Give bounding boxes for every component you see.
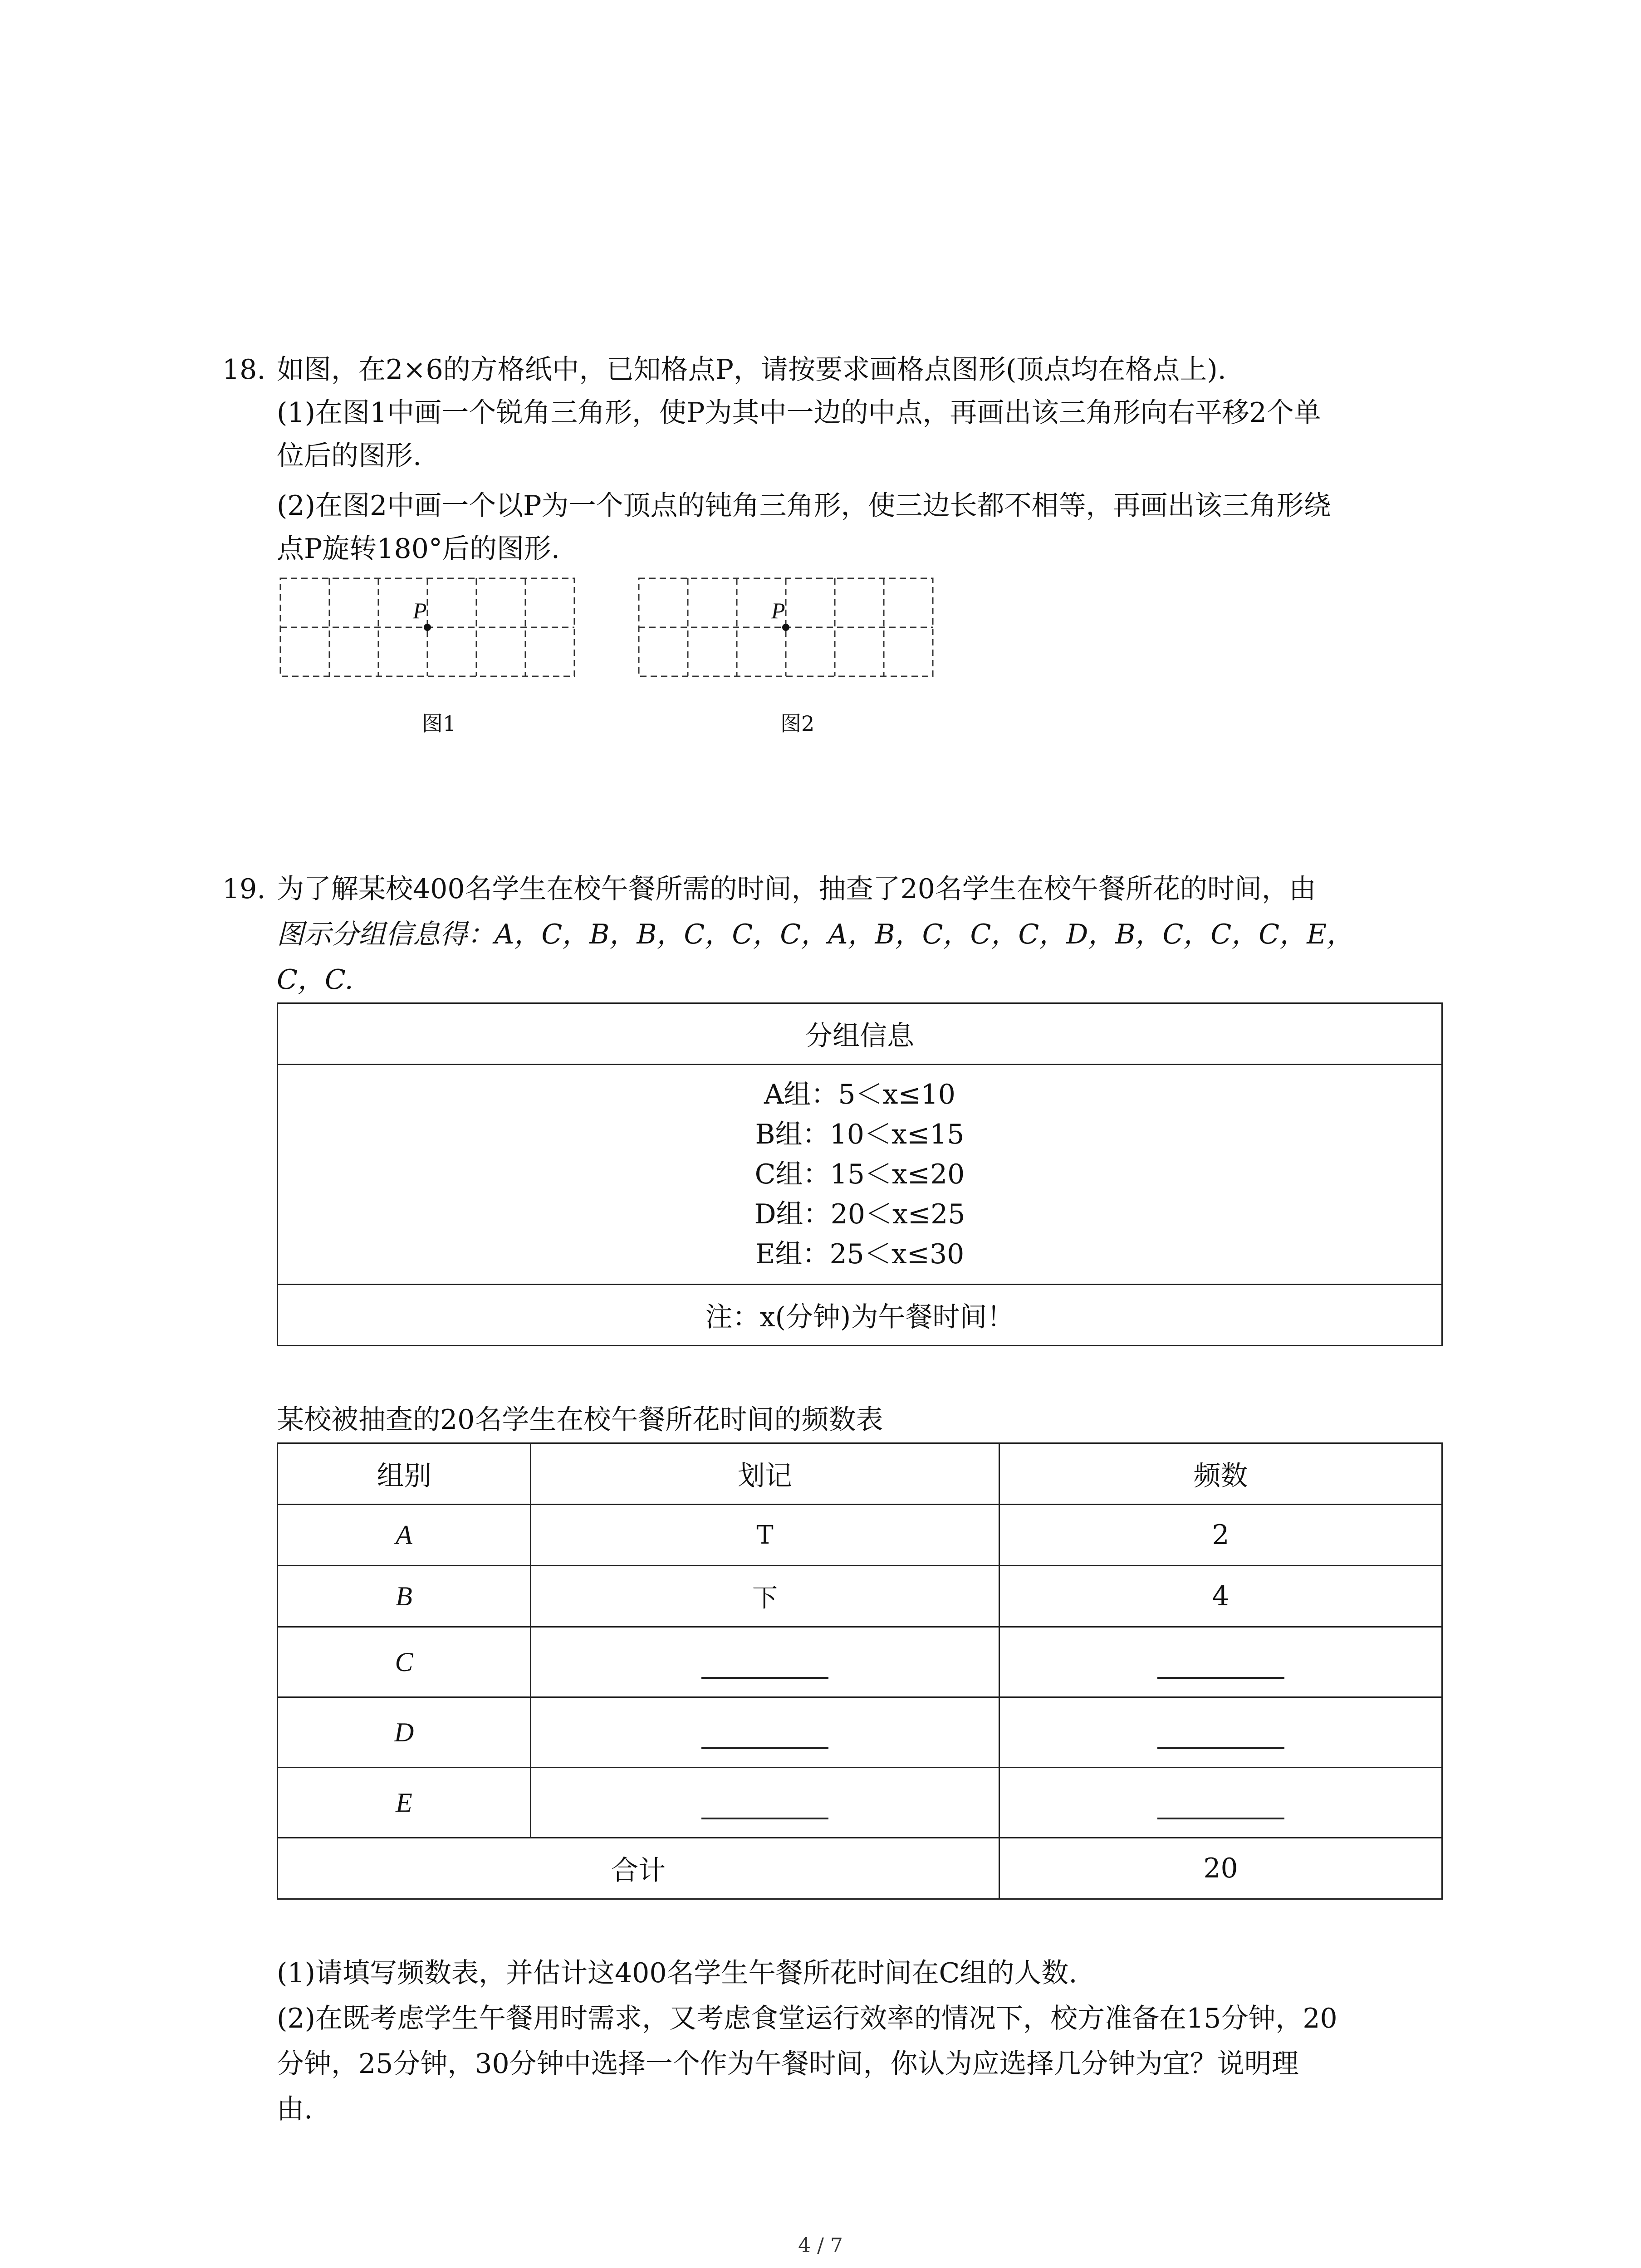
row-b-group: B xyxy=(278,1566,531,1627)
table-row xyxy=(278,1505,1442,1566)
header-group: 组别 xyxy=(278,1443,531,1505)
question-19-stem-line2: 图示分组信息得：A，C，B，B，C，C，C，A，B，C，C，C，D，B，C，C，C，E， xyxy=(277,919,1354,950)
row-c-group: C xyxy=(278,1627,531,1697)
figure-1-caption: 图1 xyxy=(422,711,456,736)
grouping-info-groups xyxy=(278,1065,1442,1285)
table-row xyxy=(278,1768,1442,1838)
grouping-info-header: 分组信息 xyxy=(278,1003,1442,1065)
row-a-tally: T xyxy=(531,1505,999,1566)
row-d-group: D xyxy=(278,1697,531,1768)
row-e-count-blank[interactable] xyxy=(999,1768,1442,1838)
point-p-label: P xyxy=(413,598,427,623)
row-b-tally: 下 xyxy=(531,1566,999,1627)
row-e-tally-blank[interactable] xyxy=(531,1768,999,1838)
frequency-table xyxy=(277,1442,1443,1900)
page-indicator: 4 / 7 xyxy=(798,2234,843,2257)
table-row xyxy=(278,1627,1442,1697)
group-a-range: A组：5＜x≤10 xyxy=(764,1079,955,1110)
question-19-number: 19. xyxy=(222,873,266,905)
total-label: 合计 xyxy=(278,1838,999,1899)
question-18-part1-line1: (1)在图1中画一个锐角三角形，使P为其中一边的中点，再画出该三角形向右平移2个单 xyxy=(277,397,1321,429)
group-b-range: B组：10＜x≤15 xyxy=(755,1119,965,1150)
row-a-count: 2 xyxy=(999,1505,1442,1566)
question-18-part2-line2: 点P旋转180°后的图形. xyxy=(277,533,560,565)
row-b-count: 4 xyxy=(999,1566,1442,1627)
table-row xyxy=(278,1838,1442,1899)
grouping-info-note: 注：x(分钟)为午餐时间！ xyxy=(278,1285,1442,1346)
header-count: 频数 xyxy=(999,1443,1442,1505)
grid-figure-2 xyxy=(631,569,944,683)
group-e-range: E组：25＜x≤30 xyxy=(755,1238,965,1270)
row-c-count-blank[interactable] xyxy=(999,1627,1442,1697)
question-18-part1-line2: 位后的图形. xyxy=(277,440,422,472)
question-19-part2-line3: 由. xyxy=(277,2093,313,2125)
question-19-part2-line2: 分钟，25分钟，30分钟中选择一个作为午餐时间，你认为应选择几分钟为宜？说明理 xyxy=(277,2048,1299,2080)
grouping-info-table xyxy=(277,1002,1443,1346)
row-d-count-blank[interactable] xyxy=(999,1697,1442,1768)
row-a-group: A xyxy=(278,1505,531,1566)
question-19-stem-line3: C，C. xyxy=(277,964,353,996)
point-p-dot xyxy=(424,624,431,631)
group-c-range: C组：15＜x≤20 xyxy=(754,1158,965,1190)
frequency-table-title: 某校被抽查的20名学生在校午餐所花时间的频数表 xyxy=(277,1404,883,1436)
figure-2-caption: 图2 xyxy=(780,711,815,736)
question-18-stem: 如图，在2×6的方格纸中，已知格点P，请按要求画格点图形(顶点均在格点上). xyxy=(277,354,1226,386)
header-tally: 划记 xyxy=(531,1443,999,1505)
question-19-stem-line1: 为了解某校400名学生在校午餐所需的时间，抽查了20名学生在校午餐所花的时间，由 xyxy=(277,873,1316,905)
question-19-part2-line1: (2)在既考虑学生午餐用时需求，又考虑食堂运行效率的情况下，校方准备在15分钟，20 xyxy=(277,2003,1337,2034)
point-p-dot xyxy=(782,624,789,631)
question-18-number: 18. xyxy=(222,354,266,386)
table-row xyxy=(278,1566,1442,1627)
total-count: 20 xyxy=(999,1838,1442,1899)
row-d-tally-blank[interactable] xyxy=(531,1697,999,1768)
group-d-range: D组：20＜x≤25 xyxy=(754,1198,965,1230)
grid-figure-1 xyxy=(272,569,585,683)
table-row xyxy=(278,1697,1442,1768)
question-19-part1: (1)请填写频数表，并估计这400名学生午餐所花时间在C组的人数. xyxy=(277,1957,1078,1989)
point-p-label: P xyxy=(771,598,785,623)
row-e-group: E xyxy=(278,1768,531,1838)
question-18-part2-line1: (2)在图2中画一个以P为一个顶点的钝角三角形，使三边长都不相等，再画出该三角形绕 xyxy=(277,490,1331,522)
row-c-tally-blank[interactable] xyxy=(531,1627,999,1697)
